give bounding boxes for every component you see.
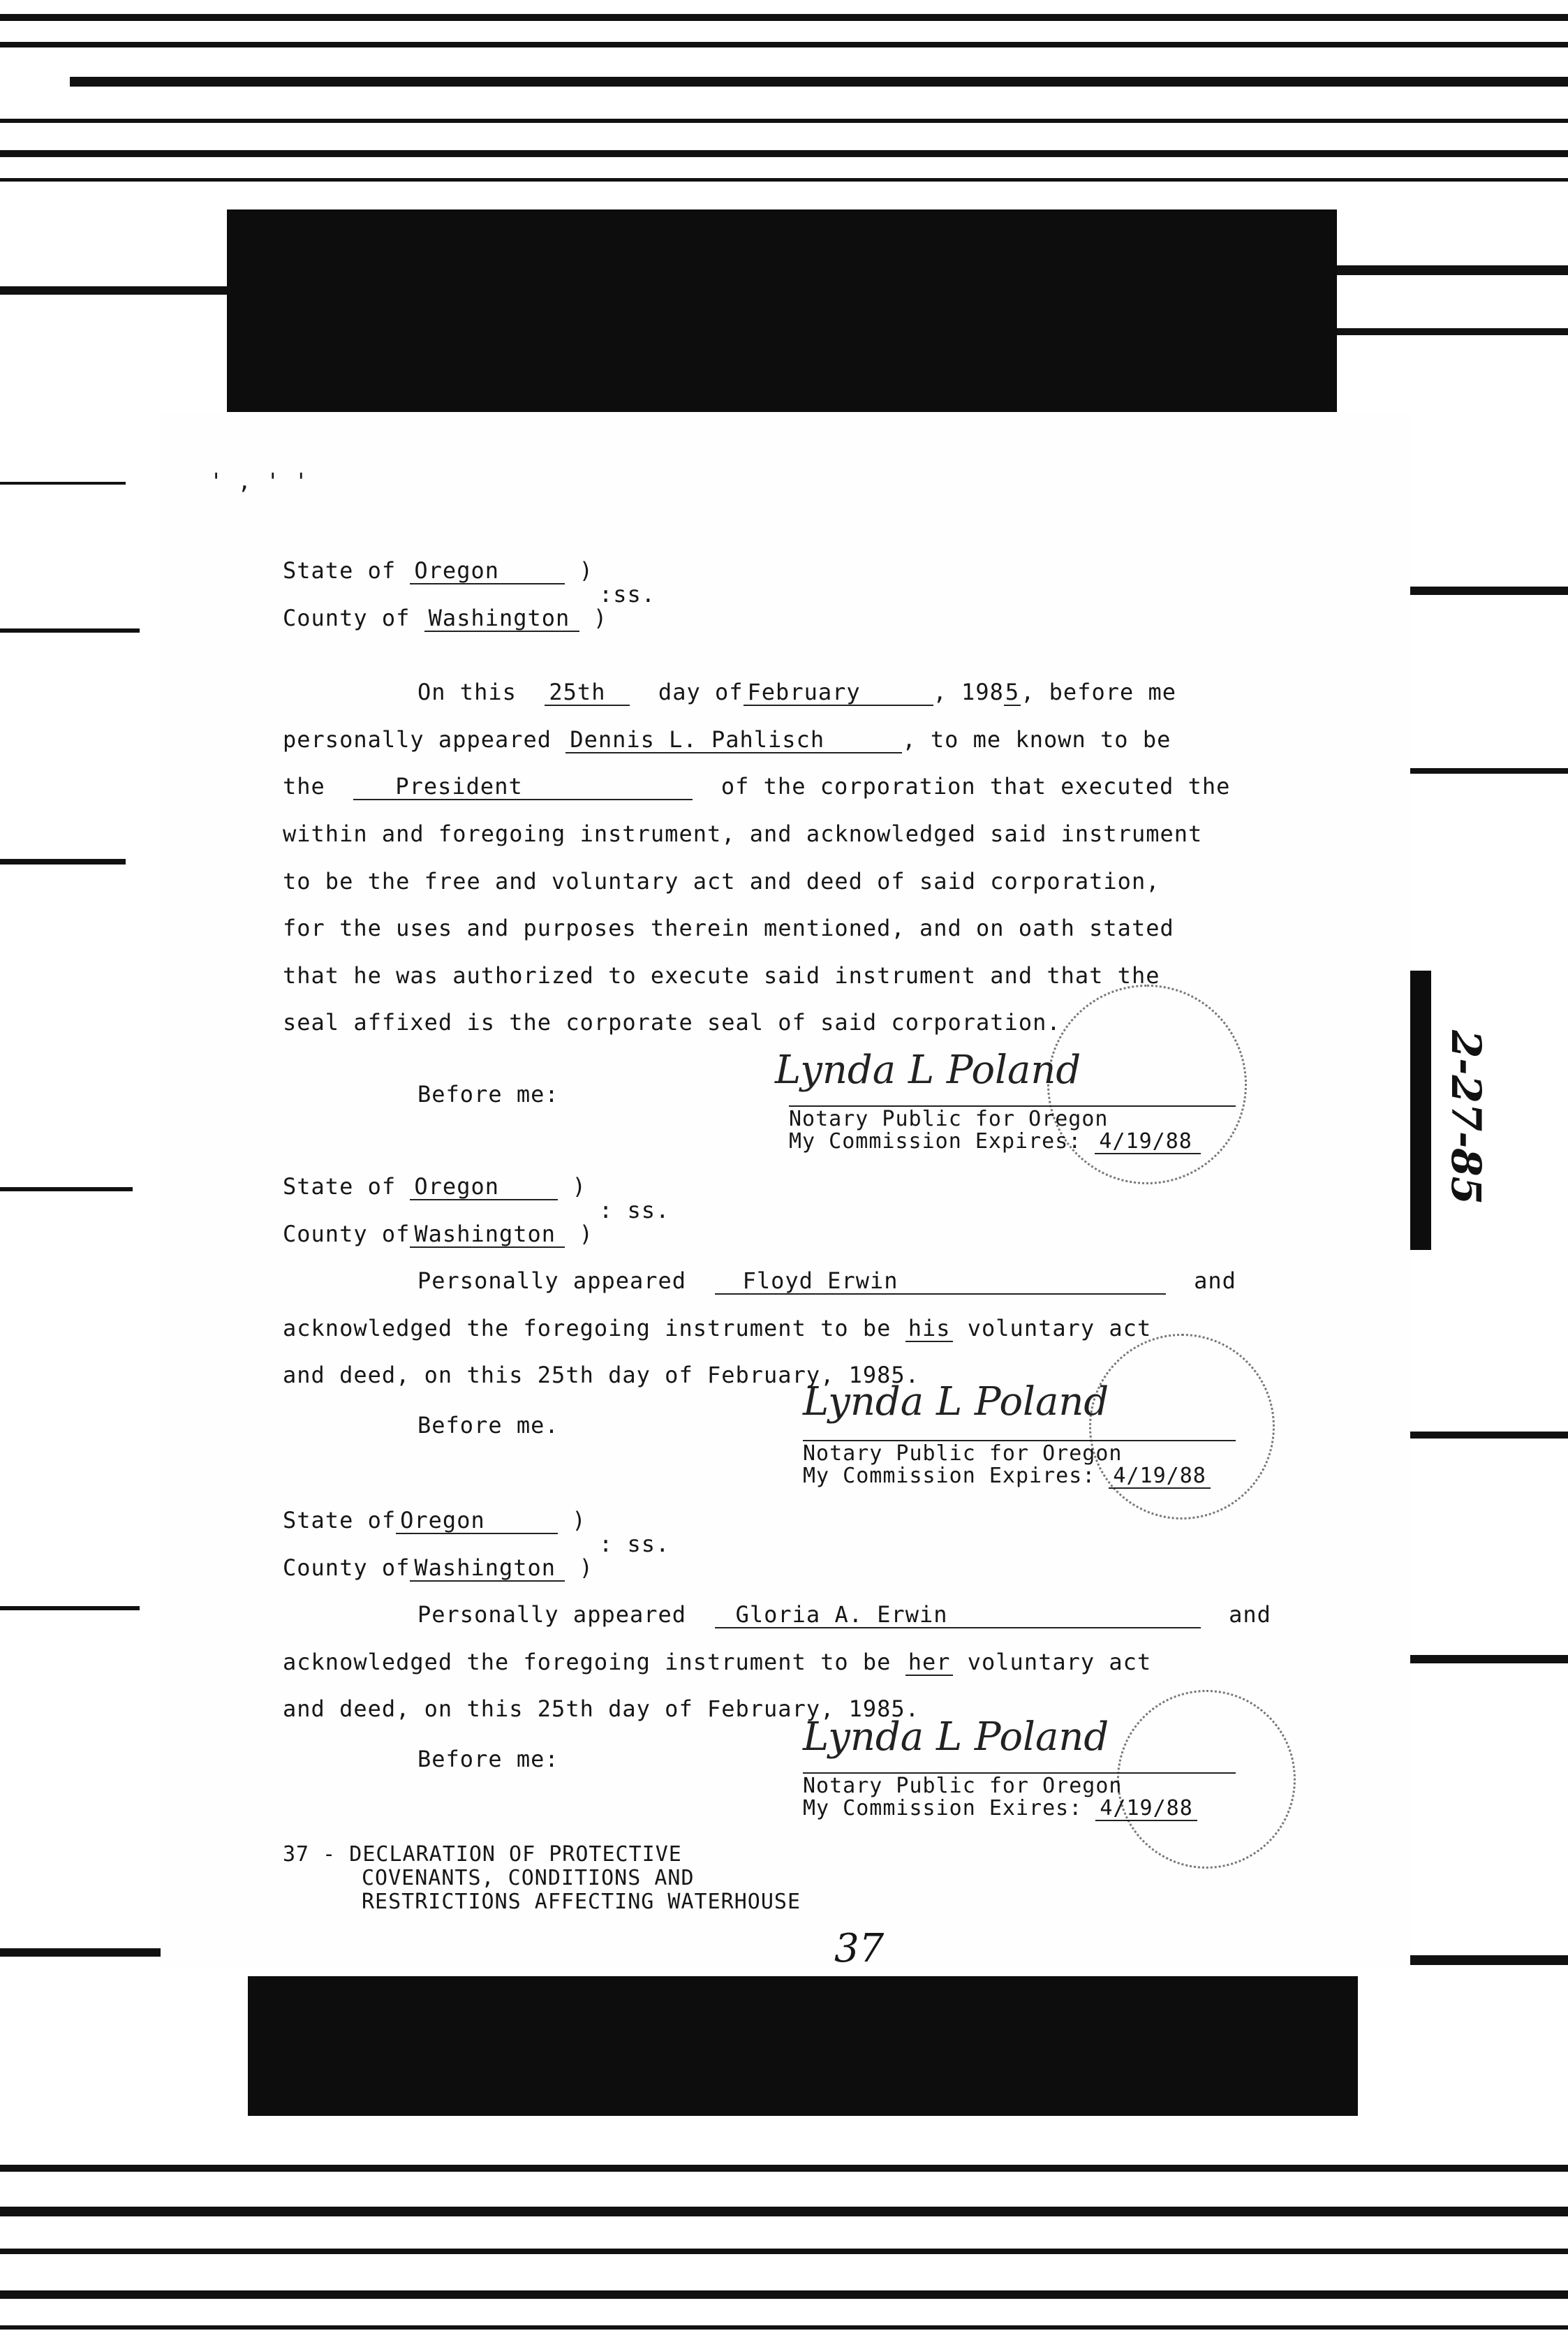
appearance-line-2: acknowledged the foregoing instrument to be his voluntary act <box>283 1315 1152 1341</box>
notary-title: Notary Public for Oregon <box>803 1441 1123 1466</box>
scan-artifact-stripe <box>0 2249 1568 2254</box>
footer-title-line-1: 37 - DECLARATION OF PROTECTIVE <box>283 1842 682 1867</box>
scan-artifact-stripe <box>1337 265 1568 275</box>
acknowledgment-line-8: seal affixed is the corporate seal of said corporation. <box>283 1009 1061 1036</box>
acknowledgment-line-7: that he was authorized to execute said instrument and that the <box>283 962 1160 989</box>
scan-artifact-stripe <box>0 2165 1568 2172</box>
scan-artifact-stripe <box>0 42 1568 47</box>
stray-marks: ' , ' ' <box>209 468 309 494</box>
page-number: 37 <box>834 1926 885 1971</box>
scan-artifact-stripe <box>0 1606 140 1610</box>
notary-signature: Lynda L Poland <box>803 1379 1109 1425</box>
ss-mark: : ss. <box>599 1197 670 1223</box>
scan-artifact-stripe <box>0 859 126 865</box>
scan-artifact-stripe <box>1403 768 1568 774</box>
scan-artifact-stripe <box>1337 328 1568 335</box>
notary-seal <box>1117 1690 1296 1869</box>
county-line: County of Washington ) <box>283 605 608 631</box>
commission-expires: My Commission Expires: 4/19/88 <box>803 1464 1211 1489</box>
commission-expires: My Commission Expires: 4/19/88 <box>789 1129 1201 1154</box>
acknowledgment-line-6: for the uses and purposes therein mentioned, and on oath stated <box>283 915 1174 941</box>
commission-expires: My Commission Exires: 4/19/88 <box>803 1796 1197 1821</box>
footer-title-line-3: RESTRICTIONS AFFECTING WATERHOUSE <box>362 1890 801 1914</box>
scan-artifact-stripe <box>0 150 1568 157</box>
before-me: Before me: <box>417 1081 559 1108</box>
scan-artifact-stripe <box>70 77 1568 87</box>
scan-dark-band-top <box>227 209 1337 412</box>
before-me: Before me: <box>417 1746 559 1772</box>
state-line: State of Oregon ) <box>283 1507 586 1533</box>
appearance-line-1: Personally appeared Floyd Erwin and <box>417 1267 1236 1294</box>
acknowledgment-line-3: the President of the corporation that executed the <box>283 773 1231 800</box>
scan-artifact-stripe <box>0 2290 1568 2299</box>
acknowledgment-line-1: On this 25th day of February , 1985, before me <box>417 679 1177 705</box>
notary-title: Notary Public for Oregon <box>803 1774 1123 1798</box>
appearance-line-2: acknowledged the foregoing instrument to be her voluntary act <box>283 1649 1152 1675</box>
appearance-line-3: and deed, on this 25th day of February, 1985. <box>283 1362 919 1388</box>
notary-signature: Lynda L Poland <box>803 1714 1109 1760</box>
margin-date-handwritten: 2-27-85 <box>1442 1030 1490 1205</box>
scan-dark-band-bottom <box>248 1976 1358 2116</box>
scan-artifact-stripe <box>1403 587 1568 595</box>
state-line: State of Oregon ) <box>283 1173 586 1200</box>
footer-title-line-2: COVENANTS, CONDITIONS AND <box>362 1866 695 1890</box>
notary-signature: Lynda L Poland <box>775 1047 1081 1093</box>
scan-artifact-stripe <box>1403 1432 1568 1439</box>
scan-artifact-stripe <box>0 14 1568 21</box>
county-line: County of Washington ) <box>283 1554 593 1581</box>
acknowledgment-line-5: to be the free and voluntary act and deed of said corporation, <box>283 868 1160 895</box>
scan-artifact-stripe <box>0 1187 133 1191</box>
scan-artifact-stripe <box>0 2325 1568 2330</box>
acknowledgment-line-2: personally appeared Dennis L. Pahlisch , to me known to be <box>283 726 1171 753</box>
notary-title: Notary Public for Oregon <box>789 1107 1109 1131</box>
state-line: State of Oregon ) <box>283 557 593 584</box>
scan-artifact-stripe <box>0 178 1568 182</box>
appearance-line-1: Personally appeared Gloria A. Erwin and <box>417 1601 1271 1628</box>
before-me: Before me. <box>417 1412 559 1439</box>
ss-mark: :ss. <box>599 581 656 608</box>
scan-artifact-stripe <box>0 628 140 633</box>
notary-seal <box>1089 1334 1275 1520</box>
acknowledgment-line-4: within and foregoing instrument, and acknowledged said instrument <box>283 821 1203 847</box>
ss-mark: : ss. <box>599 1531 670 1557</box>
scan-artifact-stripe <box>0 119 1568 123</box>
appearance-line-3: and deed, on this 25th day of February, 1985. <box>283 1695 919 1722</box>
county-line: County of Washington ) <box>283 1221 593 1247</box>
scan-artifact-stripe <box>0 482 126 485</box>
scan-artifact-stripe <box>0 2207 1568 2216</box>
scan-artifact-stripe <box>0 286 230 295</box>
scan-artifact-stripe <box>1403 1655 1568 1663</box>
